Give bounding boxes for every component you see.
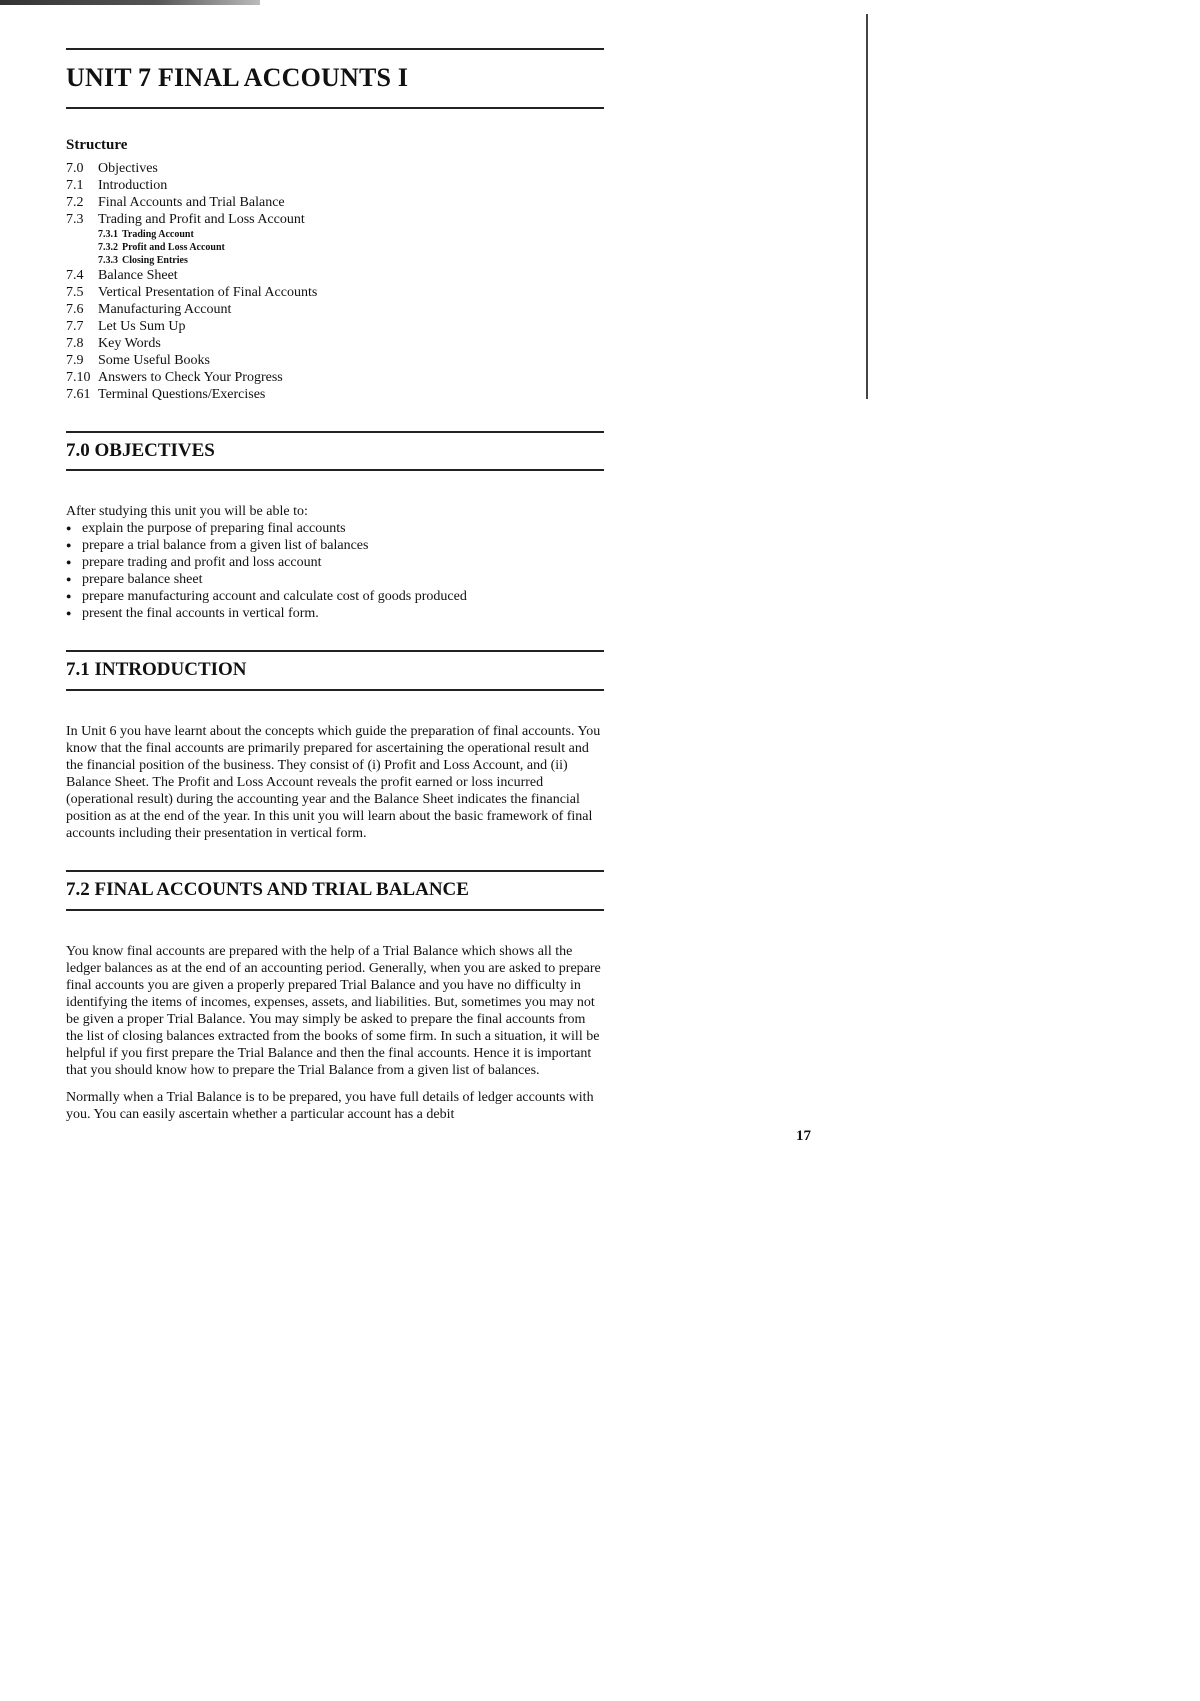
toc-subitem	[66, 254, 604, 267]
objective-item: ● prepare manufacturing account and calculate cost of goods produced	[66, 588, 604, 605]
toc-number: 7.10	[66, 369, 91, 385]
trial-balance-bottom-rule	[66, 909, 604, 911]
objectives-section	[66, 431, 604, 472]
toc-item	[66, 318, 604, 335]
trial-balance-paragraph-2: Normally when a Trial Balance is to be prepared, you have full details of ledger accounts with you. You can easily ascertain whether a particular account has a debit	[66, 1090, 594, 1123]
objective-item: ● prepare balance sheet	[66, 571, 604, 588]
toc-label: Answers to Check Your Progress	[98, 369, 283, 385]
toc-item	[66, 284, 604, 301]
toc-number: 7.9	[66, 352, 84, 368]
objective-item: ● present the final accounts in vertical form.	[66, 605, 604, 622]
table-of-contents	[66, 160, 604, 403]
objectives-heading: 7.0 OBJECTIVES	[66, 439, 215, 461]
title-top-rule	[66, 48, 604, 50]
toc-number: 7.1	[66, 177, 84, 193]
toc-label: Objectives	[98, 160, 158, 176]
toc-subitem	[66, 228, 604, 241]
toc-item	[66, 386, 604, 403]
title-bottom-rule	[66, 107, 604, 109]
toc-label: Introduction	[98, 177, 168, 193]
introduction-heading: 7.1 INTRODUCTION	[66, 659, 247, 681]
objectives-list	[66, 520, 604, 622]
toc-label: Final Accounts and Trial Balance	[98, 194, 285, 210]
toc-number: 7.3	[66, 211, 84, 227]
scan-margin-line	[866, 14, 868, 399]
toc-number: 7.3.1	[98, 228, 118, 240]
unit-title: UNIT 7 FINAL ACCOUNTS I	[66, 63, 409, 92]
toc-number: 7.2	[66, 194, 84, 210]
toc-number: 7.5	[66, 284, 84, 300]
trial-balance-top-rule	[66, 870, 604, 872]
toc-item	[66, 194, 604, 211]
toc-number: 7.0	[66, 160, 84, 176]
toc-item	[66, 177, 604, 194]
toc-number: 7.61	[66, 386, 91, 402]
toc-label: Let Us Sum Up	[98, 318, 186, 334]
objective-item: ● prepare trading and profit and loss account	[66, 554, 604, 571]
toc-label: Vertical Presentation of Final Accounts	[98, 284, 318, 300]
toc-number: 7.6	[66, 301, 84, 317]
toc-label: Profit and Loss Account	[122, 241, 225, 253]
introduction-top-rule	[66, 650, 604, 652]
page-number: 17	[796, 1128, 811, 1144]
toc-item	[66, 335, 604, 352]
toc-subitem	[66, 241, 604, 254]
toc-label: Trading Account	[122, 228, 194, 240]
toc-label: Closing Entries	[122, 254, 188, 266]
toc-label: Balance Sheet	[98, 267, 178, 283]
toc-number: 7.7	[66, 318, 84, 334]
objective-item: ● explain the purpose of preparing final accounts	[66, 520, 604, 537]
toc-label: Trading and Profit and Loss Account	[98, 211, 305, 227]
introduction-bottom-rule	[66, 689, 604, 691]
toc-label: Key Words	[98, 335, 161, 351]
toc-label: Some Useful Books	[98, 352, 210, 368]
toc-item	[66, 211, 604, 228]
toc-item	[66, 369, 604, 386]
toc-number: 7.4	[66, 267, 84, 283]
introduction-section	[66, 650, 604, 691]
toc-item	[66, 301, 604, 318]
toc-item	[66, 267, 604, 284]
trial-balance-section	[66, 870, 604, 911]
toc-number: 7.3.3	[98, 254, 118, 266]
toc-number: 7.8	[66, 335, 84, 351]
toc-number: 7.3.2	[98, 241, 118, 253]
document-page	[66, 48, 604, 1123]
toc-label: Terminal Questions/Exercises	[98, 386, 266, 402]
toc-item	[66, 160, 604, 177]
objectives-intro: After studying this unit you will be able to:	[66, 504, 308, 520]
introduction-text: In Unit 6 you have learnt about the concepts which guide the preparation of final accounts. You know that the final accounts are primarily prepared for ascertaining the operational result and the financial position of the business. They consist of (i) Profit and Loss Account, and (ii) Balance Sheet. The Profit and Loss Account reveals the profit earned or loss incurred (operational result) during the accounting year and the Balance Sheet indicates the financial position as at the end of the year. In this unit you will learn about the basic framework of final accounts including their presentation in vertical form.	[66, 724, 601, 842]
objectives-top-rule	[66, 431, 604, 433]
trial-balance-paragraph-1: You know final accounts are prepared with the help of a Trial Balance which shows all the ledger balances as at the end of an accounting period. Generally, when you are asked to prepare final accounts you are given a properly prepared Trial Balance and you have no difficulty in identifying the items of incomes, expenses, assets, and liabilities. But, sometimes you may not be given a proper Trial Balance. You may simply be asked to prepare the final accounts from the list of closing balances extracted from the books of some firm. In such a situation, it will be helpful if you first prepare the Trial Balance and then the final accounts. Hence it is important that you should know how to prepare the Trial Balance from a given list of balances.	[66, 944, 601, 1079]
toc-item	[66, 352, 604, 369]
structure-title: Structure	[66, 136, 128, 153]
toc-label: Manufacturing Account	[98, 301, 232, 317]
objectives-bottom-rule	[66, 469, 604, 471]
objective-item: ● prepare a trial balance from a given list of balances	[66, 537, 604, 554]
trial-balance-heading: 7.2 FINAL ACCOUNTS AND TRIAL BALANCE	[66, 879, 469, 901]
scan-edge-mark	[0, 0, 260, 5]
